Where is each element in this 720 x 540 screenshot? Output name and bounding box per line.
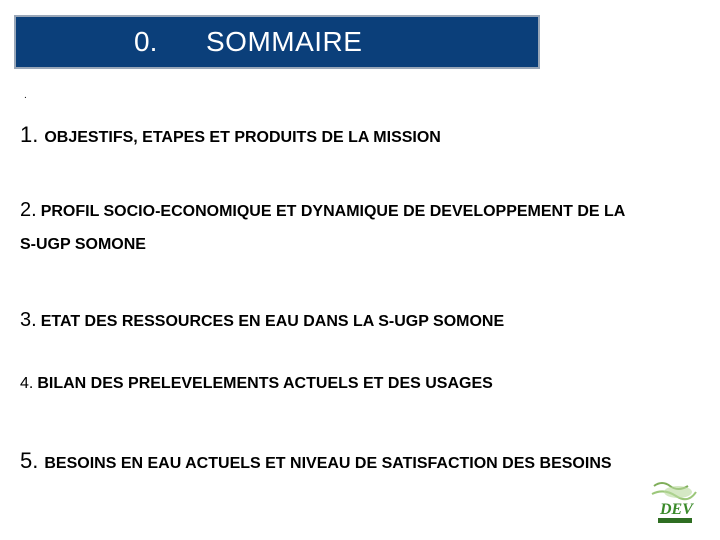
summary-item-5 bbox=[20, 448, 612, 474]
title-bar bbox=[14, 15, 540, 69]
summary-item-2-line2: S-UGP SOMONE bbox=[20, 236, 146, 253]
summary-item-4 bbox=[20, 375, 493, 393]
item-number: 2. bbox=[20, 199, 37, 221]
item-text: PROFIL SOCIO-ECONOMIQUE ET DYNAMIQUE DE DEVELOPPEMENT DE LA bbox=[40, 203, 626, 220]
item-number: 3. bbox=[20, 309, 37, 331]
page-title: SOMMAIRE bbox=[206, 26, 363, 57]
dev-logo-icon bbox=[648, 478, 700, 528]
item-text: BILAN DES PRELEVELEMENTS ACTUELS ET DES USAGES bbox=[37, 375, 493, 392]
item-text: BESOINS EN EAU ACTUELS ET NIVEAU DE SATISFACTION DES BESOINS bbox=[44, 455, 612, 472]
summary-item-3 bbox=[20, 309, 504, 332]
bullet-dot: . bbox=[24, 90, 27, 101]
item-number: 5. bbox=[20, 448, 39, 473]
summary-item-2 bbox=[20, 199, 625, 222]
item-number: 1. bbox=[20, 122, 39, 147]
item-number: 4. bbox=[20, 375, 34, 392]
title-number: 0. bbox=[134, 26, 158, 57]
item-text: ETAT DES RESSOURCES EN EAU DANS LA S-UGP SOMONE bbox=[40, 313, 505, 330]
item-text: OBJESTIFS, ETAPES ET PRODUITS DE LA MISSION bbox=[44, 129, 441, 146]
logo-text: DEV bbox=[660, 501, 693, 518]
summary-item-1 bbox=[20, 122, 441, 148]
